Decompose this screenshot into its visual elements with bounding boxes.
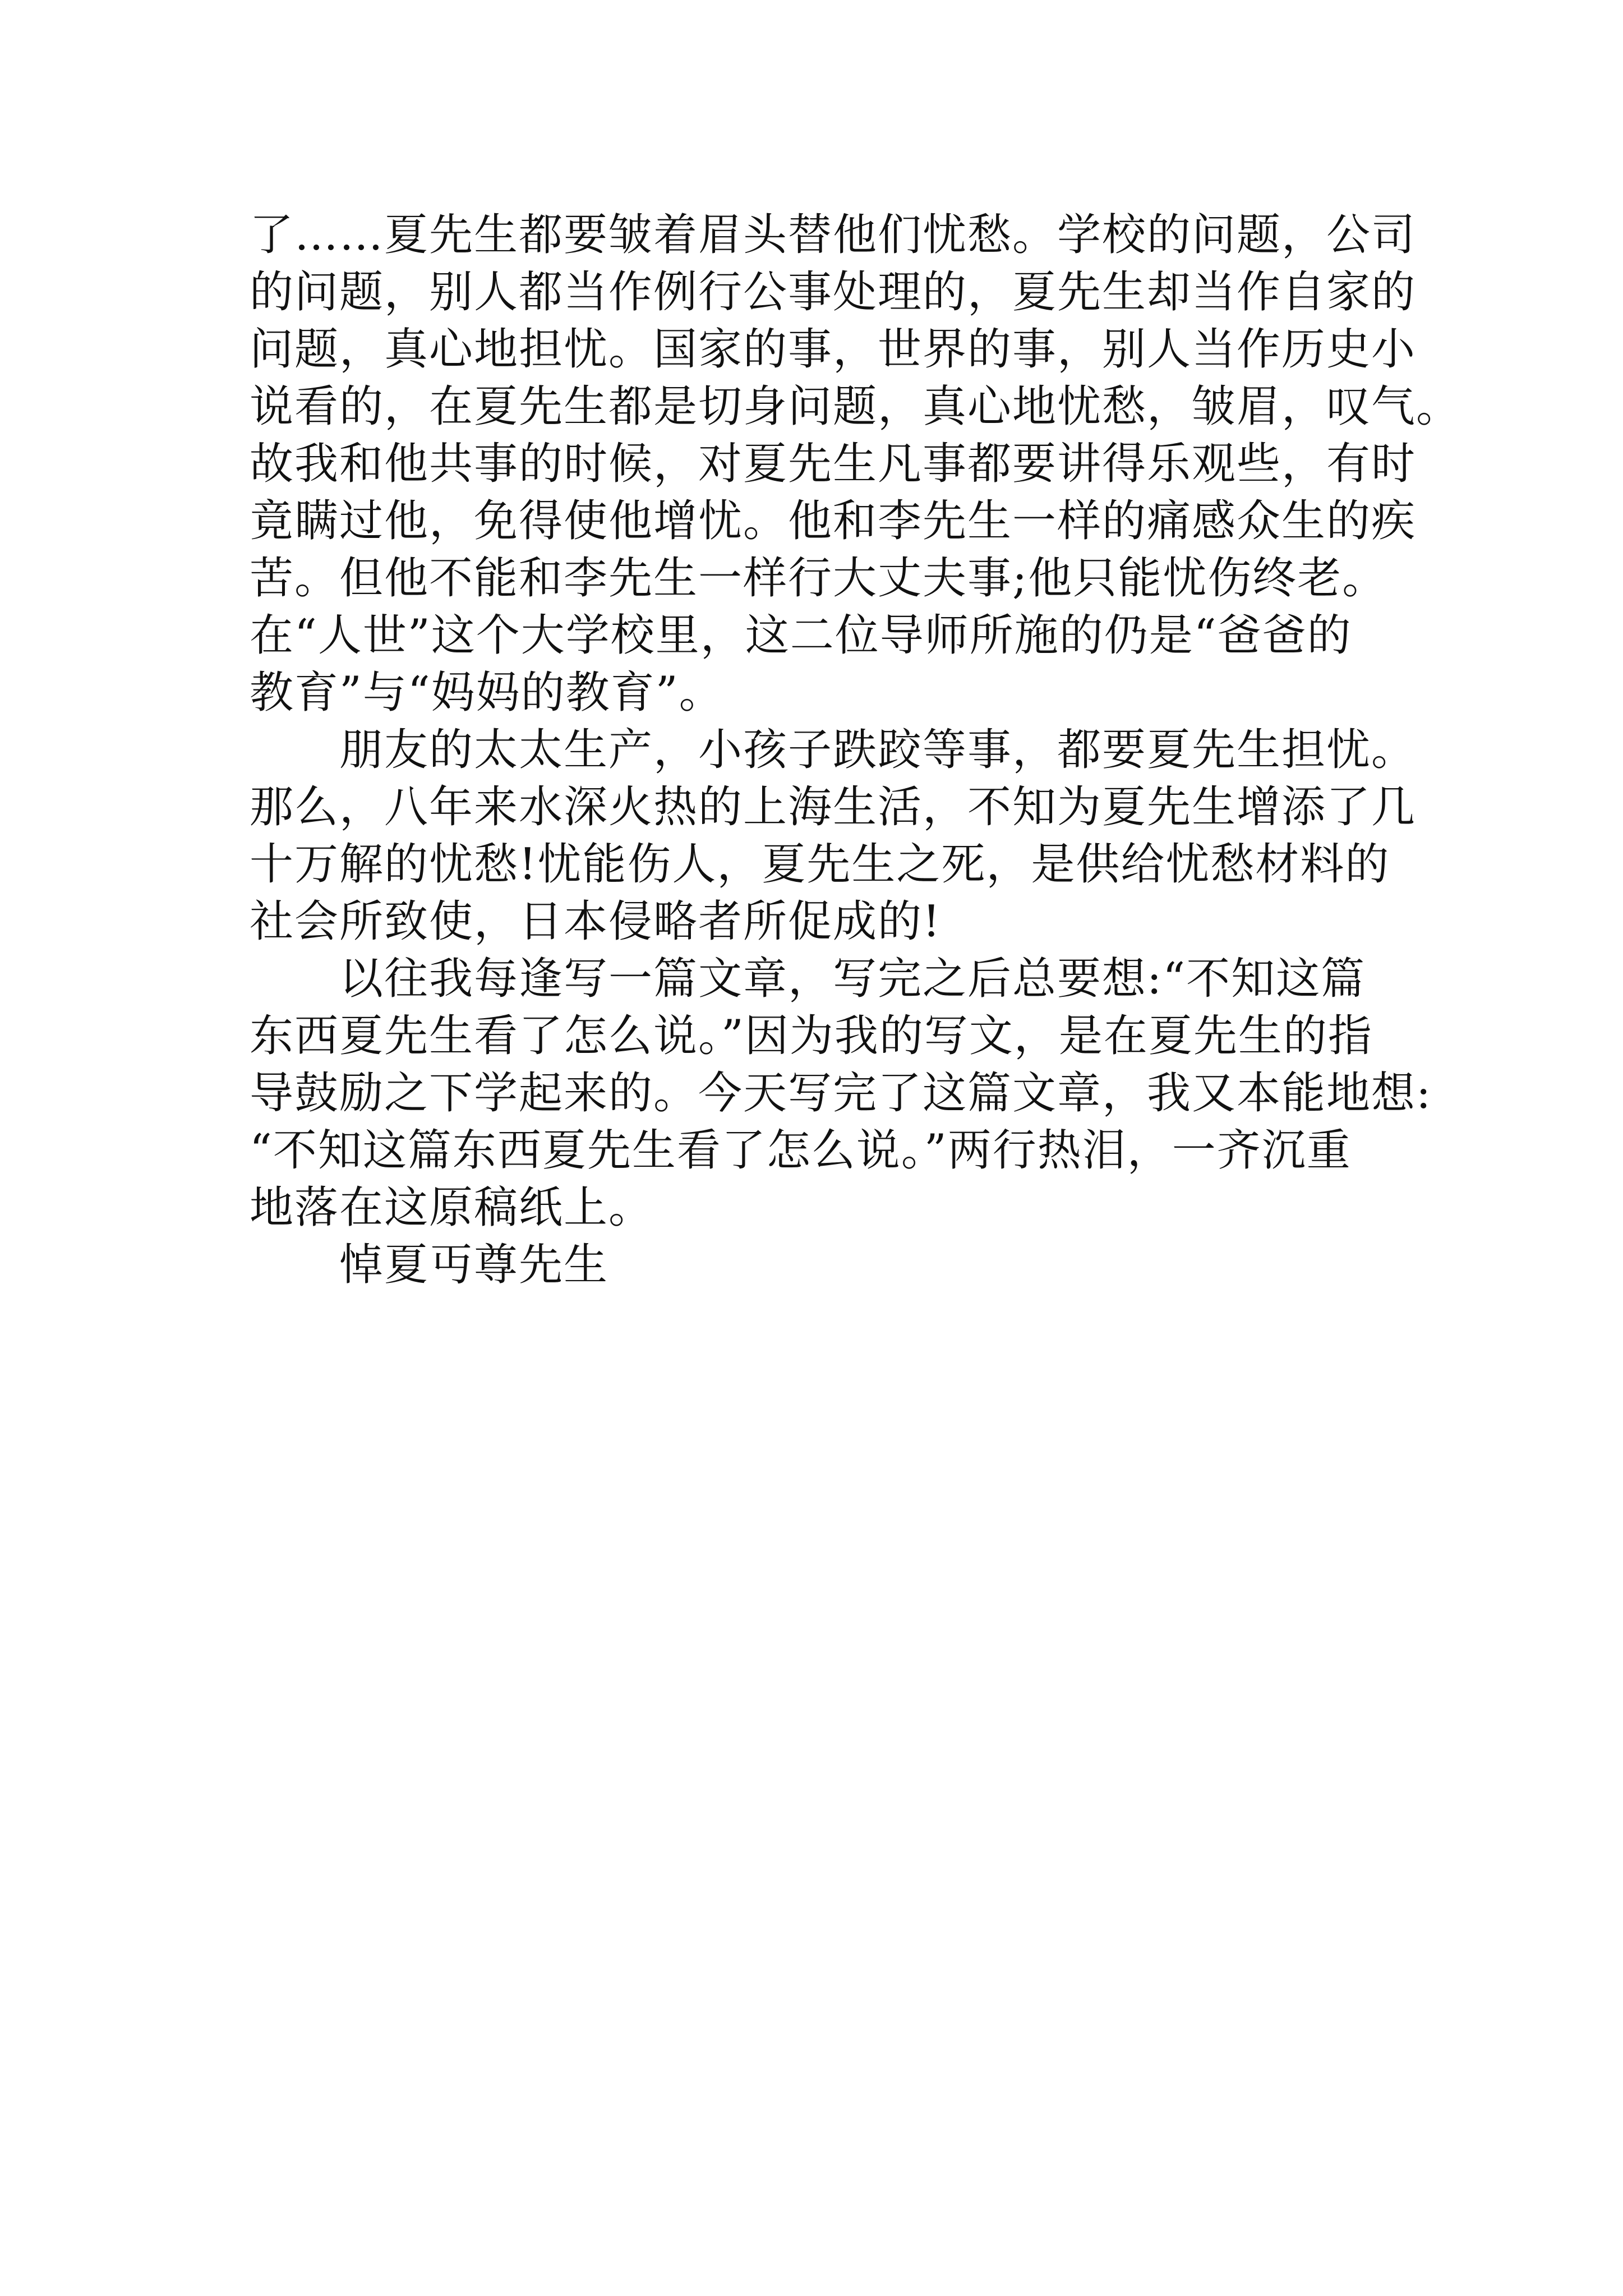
text-line: 东西夏先生看了怎么说。”因为我的写文，是在夏先生的指	[250, 1011, 1373, 1061]
text-line: 在“人世”这个大学校里，这二位导师所施的仍是“爸爸的	[250, 610, 1352, 661]
text-line: 了……夏先生都要皱着眉头替他们忧愁。学校的问题，公司	[250, 210, 1417, 260]
text-line: 故我和他共事的时候，对夏先生凡事都要讲得乐观些，有时	[250, 439, 1417, 489]
text-line: 教育”与“妈妈的教育”。	[250, 668, 724, 718]
signature-line: 悼夏丏尊先生	[250, 1240, 609, 1290]
body-text	[250, 206, 1461, 1294]
text-line: 朋友的太太生产，小孩子跌跤等事，都要夏先生担忧。	[250, 725, 1417, 775]
text-line: 地落在这原稿纸上。	[250, 1182, 654, 1233]
text-line: 苦。但他不能和李先生一样行大丈夫事;他只能忧伤终老。	[250, 553, 1387, 604]
text-line: 竟瞒过他，免得使他增忧。他和李先生一样的痛感众生的疾	[250, 496, 1417, 546]
text-line: 问题，真心地担忧。国家的事，世界的事，别人当作历史小	[250, 324, 1417, 375]
text-line: “不知这篇东西夏先生看了怎么说。”两行热泪，一齐沉重	[250, 1125, 1352, 1176]
text-line: 导鼓励之下学起来的。今天写完了这篇文章，我又本能地想:	[250, 1068, 1432, 1119]
text-line: 说看的，在夏先生都是切身问题，真心地忧愁，皱眉，叹气。	[250, 381, 1461, 432]
text-line: 以往我每逢写一篇文章，写完之后总要想:“不知这篇	[250, 954, 1366, 1004]
text-line: 十万解的忧愁!忧能伤人，夏先生之死，是供给忧愁材料的	[250, 839, 1390, 890]
text-line: 的问题，别人都当作例行公事处理的，夏先生却当作自家的	[250, 267, 1417, 318]
text-line: 社会所致使，日本侵略者所促成的!	[250, 896, 942, 947]
text-line: 那么，八年来水深火热的上海生活，不知为夏先生增添了几	[250, 782, 1417, 832]
